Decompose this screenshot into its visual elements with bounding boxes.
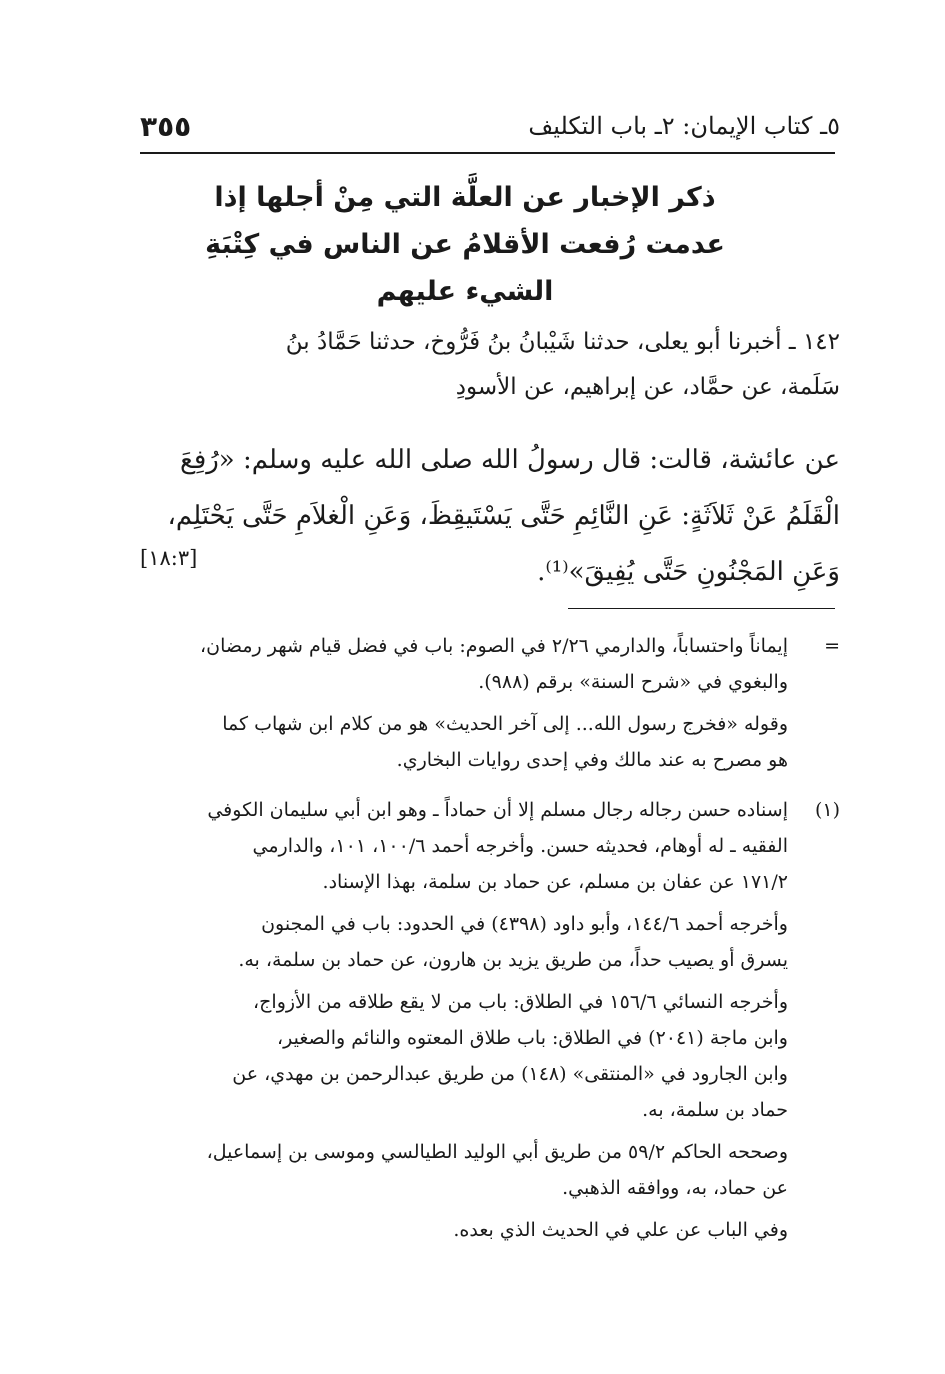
footnote-line: عن حماد، به، ووافقه الذهبي. — [562, 1177, 788, 1199]
footnote-line: الفقيه ـ له أوهام، فحديثه حسن. وأخرجه أحمد ١٠٠/٦، ١٠١، والدارمي — [252, 835, 788, 857]
footnote-line: إيماناً واحتساباً، والدارمي ٢/٢٦ في الصوم: باب في فضل قيام شهر رمضان، — [200, 635, 788, 657]
heading-line: عدمت رُفعت الأقلامُ عن الناس في كِتْبَةِ — [205, 229, 725, 260]
hadith-matn — [140, 432, 840, 600]
footnote-separator — [568, 608, 835, 609]
hadith-grading-reference: [١٨:٣] — [140, 546, 198, 570]
footnote-marker: (١) — [814, 799, 840, 821]
footnote-paragraph — [140, 1134, 788, 1206]
footnote-continuation — [140, 628, 840, 700]
heading-line: ذكر الإخبار عن العلَّة التي مِنْ أجلها إذا — [214, 182, 716, 213]
footnote-line: وابن الجارود في «المنتقى» (١٤٨) من طريق عبدالرحمن بن مهدي، عن — [232, 1063, 788, 1085]
chapter-heading — [200, 174, 730, 315]
matn-line: عن عائشة، قالت: قال رسولُ الله صلى الله عليه وسلم: «رُفِعَ — [179, 445, 840, 475]
footnote-line: وأخرجه أحمد ١٤٤/٦، وأبو داود (٤٣٩٨) في الحدود: باب في المجنون — [261, 913, 788, 935]
footnote-line: يسرق أو يصيب حداً، من طريق يزيد بن هارون، عن حماد بن سلمة، به. — [238, 949, 788, 971]
header-rule — [140, 152, 835, 154]
footnote-line: وأخرجه النسائي ١٥٦/٦ في الطلاق: باب من لا يقع طلاقه من الأزواج، — [253, 991, 788, 1013]
footnote-line: وقوله «فخرج رسول الله... إلى آخر الحديث» هو من كلام ابن شهاب كما — [222, 713, 788, 735]
footnote-line: والبغوي في «شرح السنة» برقم (٩٨٨). — [478, 671, 788, 693]
footnote-paragraph — [140, 906, 788, 978]
isnad-line: ١٤٢ ـ أخبرنا أبو يعلى، حدثنا شَيْبانُ بنُ فَرُّوخ، حدثنا حَمَّادُ بنُ — [285, 329, 840, 355]
page-number: ٣٥٥ — [140, 110, 192, 143]
footnote-paragraph — [140, 1212, 788, 1248]
running-head: ٥ـ كتاب الإيمان: ٢ـ باب التكليف — [528, 112, 840, 140]
footnote-line: حماد بن سلمة، به. — [642, 1099, 788, 1121]
footnote-paragraph — [140, 984, 788, 1128]
footnotes — [140, 628, 840, 1254]
footnote-paragraph — [140, 706, 788, 778]
footnote-line: هو مصرح به عند مالك وفي إحدى روايات البخاري. — [396, 749, 788, 771]
matn-line: وَعَنِ المَجْنُونِ حَتَّى يُفِيقَ»⁽¹⁾. — [537, 557, 840, 587]
footnote-line: إسناده حسن رجاله رجال مسلم إلا أن حماداً ـ وهو ابن أبي سليمان الكوفي — [207, 799, 788, 821]
footnote-1 — [140, 792, 840, 900]
isnad-line: سَلَمة، عن حمَّاد، عن إبراهيم، عن الأسودِ — [455, 374, 840, 400]
hadith-isnad — [140, 320, 840, 410]
footnote-line: وفي الباب عن علي في الحديث الذي بعده. — [453, 1219, 788, 1241]
footnote-line: وابن ماجة (٢٠٤١) في الطلاق: باب طلاق المعتوه والنائم والصغير، — [277, 1027, 788, 1049]
matn-line: الْقَلَمُ عَنْ ثَلاَثَةٍ: عَنِ النَّائِمِ حَتَّى يَسْتَيقِظَ، وَعَنِ الْغلاَمِ حَتَّى يَحْتَلِم، — [167, 501, 840, 531]
footnote-marker: = — [824, 635, 840, 657]
footnote-line: ١٧١/٢ عن عفان بن مسلم، عن حماد بن سلمة، بهذا الإسناد. — [322, 871, 788, 893]
heading-line: الشيء عليهم — [376, 276, 554, 307]
footnote-line: وصححه الحاكم ٥٩/٢ من طريق أبي الوليد الطيالسي وموسى بن إسماعيل، — [206, 1141, 788, 1163]
